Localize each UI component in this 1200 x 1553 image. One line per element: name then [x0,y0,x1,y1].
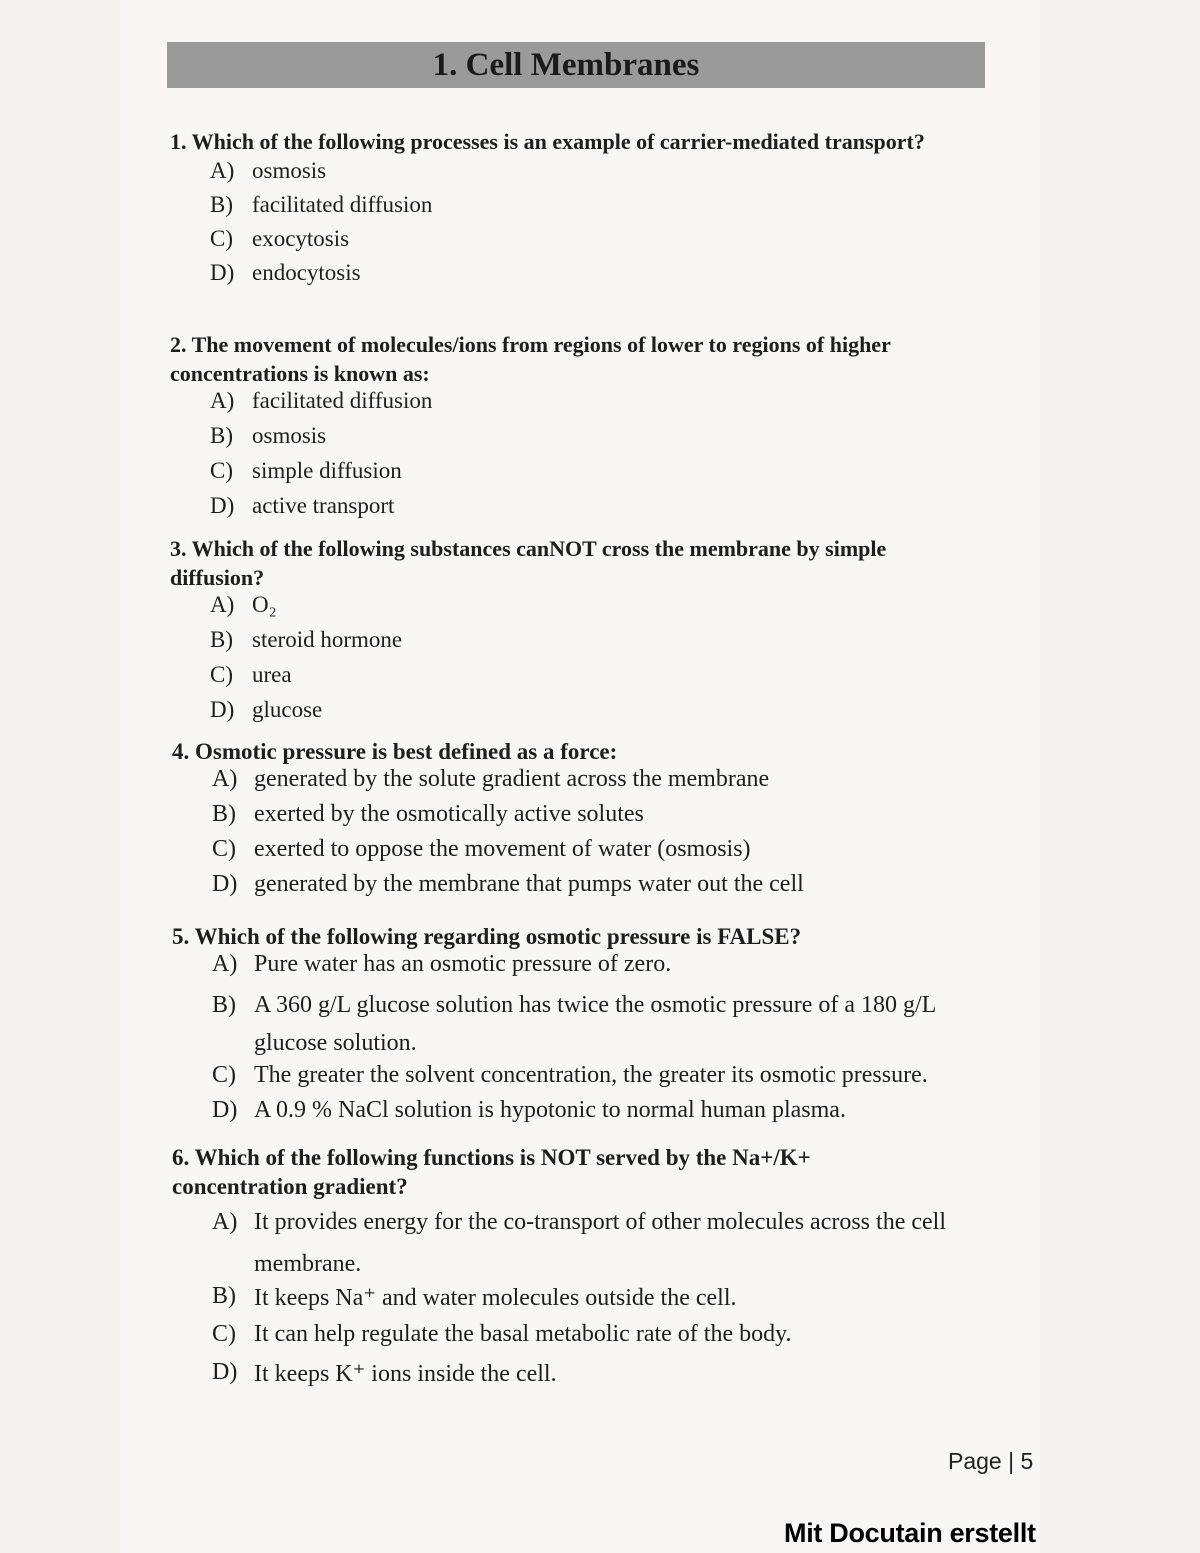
option-text: facilitated diffusion [252,192,433,217]
option-b [210,627,950,662]
option-b [210,423,950,458]
option-d [212,1097,1012,1132]
option-letter: B) [210,423,233,448]
question-4 [172,737,952,906]
option-letter: D) [210,260,235,285]
option-text: steroid hormone [252,627,403,652]
option-b [212,986,1012,1062]
option-letter: B) [212,992,236,1018]
option-text: A 0.9 % NaCl solution is hypotonic to normal human plasma. [254,1097,846,1123]
option-letter: C) [212,836,236,862]
option-text: The greater the solvent concentration, the greater its osmotic pressure. [254,1062,928,1088]
question-text: 3. Which of the following substances canNOT cross the membrane by simple diffusion? [170,536,887,590]
option-text: exocytosis [252,226,350,251]
option-text: exerted by the osmotically active solutes [254,801,644,827]
option-text: active transport [252,493,395,518]
option-a [210,158,950,192]
question-1 [170,127,950,294]
option-list [172,1201,1032,1397]
option-d [210,493,950,528]
option-a [212,951,1012,986]
question-6 [172,1143,1032,1397]
option-text: It keeps Na⁺ and water molecules outside the cell. [254,1285,737,1311]
option-text: O₂ [252,592,277,617]
question-3 [170,534,950,732]
option-b [212,801,952,836]
option-d [212,871,952,906]
question-text: 1. Which of the following processes is an example of carrier-mediated transport? [170,129,925,154]
option-a [210,388,950,423]
option-text: urea [252,662,292,687]
option-letter: A) [210,388,235,413]
option-letter: A) [210,592,235,617]
option-letter: C) [210,458,233,483]
option-c [210,662,950,697]
question-text: 4. Osmotic pressure is best defined as a force: [172,739,618,764]
option-letter: B) [212,1283,236,1309]
option-letter: D) [210,493,235,518]
option-text: osmosis [252,423,327,448]
question-text: 6. Which of the following functions is NOT served by the Na+/K+ concentration gradient? [172,1145,811,1199]
option-text: endocytosis [252,260,361,285]
option-text: generated by the membrane that pumps water out the cell [254,871,804,897]
option-letter: B) [212,801,236,827]
question-text: 2. The movement of molecules/ions from regions of lower to regions of higher concentrations is known as: [170,332,891,386]
option-letter: C) [210,226,233,251]
option-letter: D) [212,1097,238,1123]
option-list [170,388,950,528]
option-text: simple diffusion [252,458,402,483]
option-letter: A) [210,158,235,183]
option-letter: B) [210,627,233,652]
option-text: It can help regulate the basal metabolic rate of the body. [254,1321,792,1347]
option-d [210,260,950,294]
option-text: A 360 g/L glucose solution has twice the osmotic pressure of a 180 g/L glucose solution. [254,992,936,1056]
option-letter: A) [212,1209,238,1235]
question-2 [170,330,950,528]
option-c [212,1062,1012,1097]
section-title: 1. Cell Membranes [432,46,700,83]
option-c [210,226,950,260]
option-list [172,951,1012,1132]
option-text: glucose [252,697,323,722]
option-text: osmosis [252,158,327,183]
option-letter: D) [212,871,238,897]
option-text: generated by the solute gradient across the membrane [254,766,770,792]
option-letter: D) [210,697,235,722]
option-text: facilitated diffusion [252,388,433,413]
option-letter: C) [212,1321,236,1347]
option-list [172,766,952,906]
page-number: Page | 5 [948,1448,1034,1474]
question-text: 5. Which of the following regarding osmotic pressure is FALSE? [172,924,802,949]
option-d [212,1359,1032,1397]
option-text: Pure water has an osmotic pressure of zero. [254,951,672,977]
option-c [210,458,950,493]
option-letter: A) [212,951,238,977]
option-list [170,592,950,732]
option-letter: A) [212,766,238,792]
option-text: It keeps K⁺ ions inside the cell. [254,1361,557,1387]
option-list [170,158,950,294]
option-letter: C) [212,1062,236,1088]
option-b [210,192,950,226]
option-d [210,697,950,732]
option-a [210,592,950,627]
option-text: It provides energy for the co-transport of other molecules across the cell membrane. [254,1209,946,1277]
option-a [212,766,952,801]
question-5 [172,922,1012,1132]
option-b [212,1283,1032,1321]
option-a [212,1201,1032,1283]
option-letter: D) [212,1359,238,1385]
option-text: exerted to oppose the movement of water (osmosis) [254,836,751,862]
option-letter: C) [210,662,233,687]
scanner-watermark: Mit Docutain erstellt [784,1518,1036,1548]
option-c [212,1321,1032,1359]
option-letter: B) [210,192,233,217]
option-c [212,836,952,871]
